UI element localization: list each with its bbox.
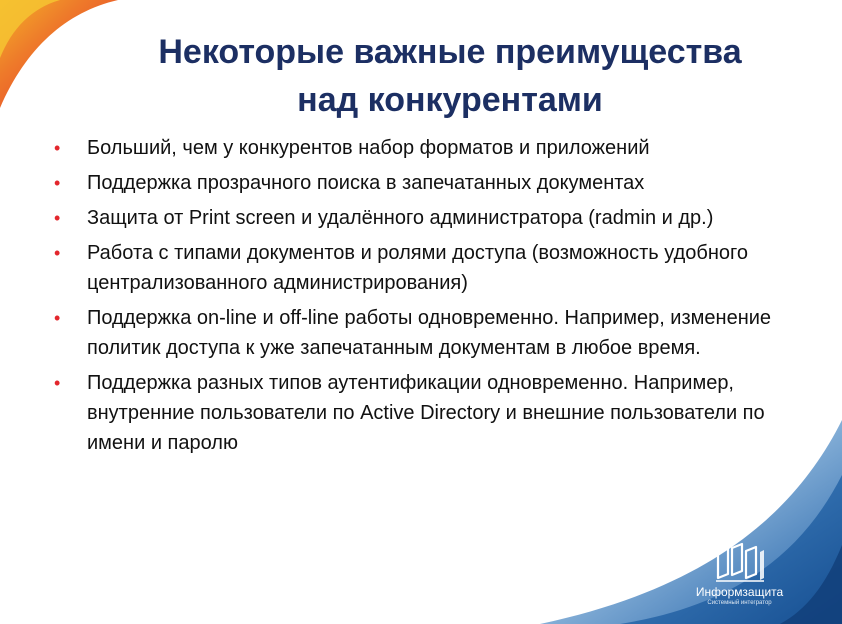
list-item [54, 303, 814, 363]
bullet-text: Защита от Print screen и удалённого администратора (radmin и др.) [87, 207, 714, 229]
list-item [54, 168, 814, 198]
list-item [54, 368, 814, 458]
bullet-icon: • [54, 208, 61, 228]
bullet-text: Работа с типами документов и ролями доступа (возможность удобного централизованного администрирования) [87, 242, 748, 294]
building-logo-icon [714, 542, 766, 584]
title-line-1: Некоторые важные преимущества [158, 33, 742, 71]
list-item [54, 133, 814, 163]
list-item [54, 203, 814, 233]
logo-tagline: Системный интегратор [707, 600, 772, 606]
bullet-icon: • [54, 308, 61, 328]
bullet-icon: • [54, 373, 61, 393]
bullet-icon: • [54, 173, 61, 193]
bullet-icon: • [54, 138, 61, 158]
company-logo [682, 542, 797, 617]
bullet-text: Больший, чем у конкурентов набор форматов и приложений [87, 137, 650, 159]
title-line-2: над конкурентами [297, 81, 603, 119]
logo-name: Информзащита [695, 585, 784, 599]
bullet-text: Поддержка on-line и off-line работы одновременно. Например, изменение политик доступа к уже запечатанным документам в любое время. [87, 307, 772, 359]
bullet-text: Поддержка разных типов аутентификации одновременно. Например, внутренние пользователи по Active Directory и внешние пользователи по имени и паролю [87, 372, 765, 454]
page-title [80, 28, 820, 124]
bullet-list [54, 133, 814, 463]
list-item [54, 238, 814, 298]
bullet-text: Поддержка прозрачного поиска в запечатанных документах [87, 172, 645, 194]
bullet-icon: • [54, 243, 61, 263]
